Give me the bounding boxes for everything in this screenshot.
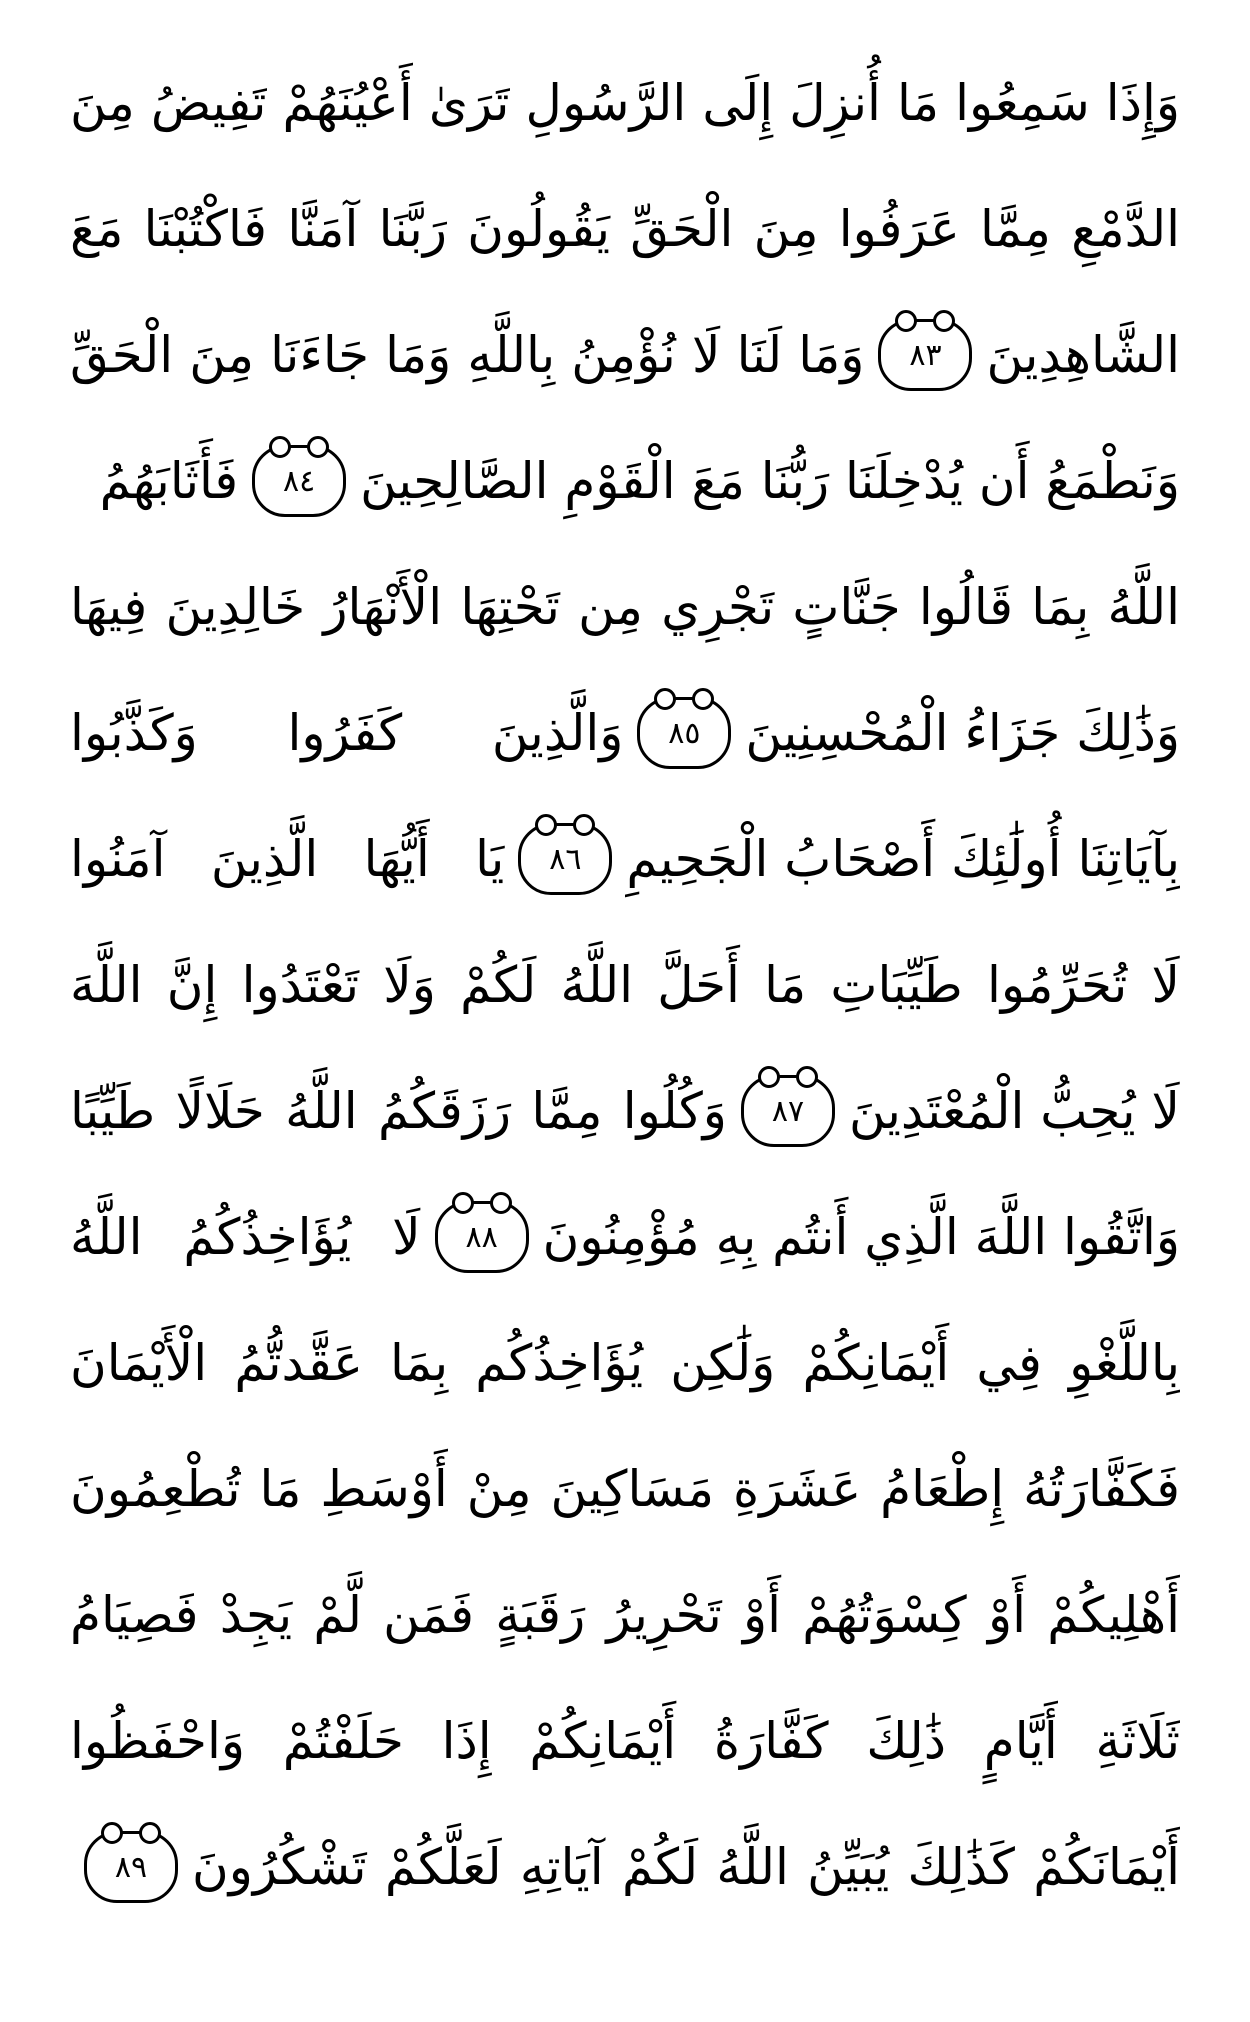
verse-text: بِاللَّغْوِ فِي أَيْمَانِكُمْ وَلَٰكِن يُؤَاخِذُكُم بِمَا عَقَّدتُّمُ الْأَيْمَانَ [70,1334,1180,1392]
verse-text: وَإِذَا سَمِعُوا مَا أُنزِلَ إِلَى الرَّسُولِ تَرَىٰ أَعْيُنَهُمْ تَفِيضُ مِنَ [70,74,1180,132]
verse-number-marker: ٨٨ [435,1201,529,1273]
verse-text: فَأَثَابَهُمُ [99,452,239,510]
verse-number-marker: ٨٧ [741,1075,835,1147]
verse-line [70,40,1180,166]
verse-line [70,1552,1180,1678]
verse-line [70,1048,1180,1174]
verse-number-marker: ٨٣ [878,319,972,391]
verse-text: وَاتَّقُوا اللَّهَ الَّذِي أَنتُم بِهِ مُؤْمِنُونَ [542,1208,1180,1266]
verse-text: لَا يُؤَاخِذُكُمُ اللَّهُ [70,1208,421,1266]
verse-line [70,1426,1180,1552]
verse-text: أَيْمَانَكُمْ كَذَٰلِكَ يُبَيِّنُ اللَّهُ لَكُمْ آيَاتِهِ لَعَلَّكُمْ تَشْكُرُونَ [192,1838,1180,1896]
verse-line [70,292,1180,418]
verse-text: فَكَفَّارَتُهُ إِطْعَامُ عَشَرَةِ مَسَاكِينَ مِنْ أَوْسَطِ مَا تُطْعِمُونَ [70,1460,1180,1518]
verse-line [70,922,1180,1048]
verse-line [70,1174,1180,1300]
verse-text: لَا تُحَرِّمُوا طَيِّبَاتِ مَا أَحَلَّ اللَّهُ لَكُمْ وَلَا تَعْتَدُوا إِنَّ اللَّهَ [70,956,1180,1014]
verse-text: ثَلَاثَةِ أَيَّامٍ ذَٰلِكَ كَفَّارَةُ أَيْمَانِكُمْ إِذَا حَلَفْتُمْ وَاحْفَظُوا [70,1712,1180,1770]
verse-text: اللَّهُ بِمَا قَالُوا جَنَّاتٍ تَجْرِي مِن تَحْتِهَا الْأَنْهَارُ خَالِدِينَ فِيهَا [70,578,1180,636]
verse-number-marker: ٨٥ [637,697,731,769]
verse-text: وَنَطْمَعُ أَن يُدْخِلَنَا رَبُّنَا مَعَ الْقَوْمِ الصَّالِحِينَ [360,452,1180,510]
verse-text: يَا أَيُّهَا الَّذِينَ آمَنُوا [70,830,505,888]
verse-text: بِآيَاتِنَا أُولَٰئِكَ أَصْحَابُ الْجَحِيمِ [626,830,1180,888]
verse-line [70,166,1180,292]
verse-number-marker: ٨٩ [84,1831,178,1903]
verse-text: الشَّاهِدِينَ [986,326,1180,384]
verse-line [70,1804,1180,1930]
verse-text: وَذَٰلِكَ جَزَاءُ الْمُحْسِنِينَ [745,704,1180,762]
verse-text: الدَّمْعِ مِمَّا عَرَفُوا مِنَ الْحَقِّ يَقُولُونَ رَبَّنَا آمَنَّا فَاكْتُبْنَا مَعَ [70,200,1180,258]
verse-line [70,544,1180,670]
verse-text: أَهْلِيكُمْ أَوْ كِسْوَتُهُمْ أَوْ تَحْرِيرُ رَقَبَةٍ فَمَن لَّمْ يَجِدْ فَصِيَامُ [70,1586,1180,1644]
verse-line [70,1300,1180,1426]
verse-number-marker: ٨٦ [518,823,612,895]
verse-text: وَالَّذِينَ كَفَرُوا وَكَذَّبُوا [70,704,624,762]
verse-line [70,670,1180,796]
verse-line [70,796,1180,922]
verse-line [70,418,1180,544]
verse-text: وَكُلُوا مِمَّا رَزَقَكُمُ اللَّهُ حَلَالًا طَيِّبًا [70,1082,727,1140]
verse-text: لَا يُحِبُّ الْمُعْتَدِينَ [848,1082,1180,1140]
verse-number-marker: ٨٤ [252,445,346,517]
verse-line [70,1678,1180,1804]
verse-text: وَمَا لَنَا لَا نُؤْمِنُ بِاللَّهِ وَمَا جَاءَنَا مِنَ الْحَقِّ [70,326,865,384]
verse-text-block [70,40,1180,1930]
